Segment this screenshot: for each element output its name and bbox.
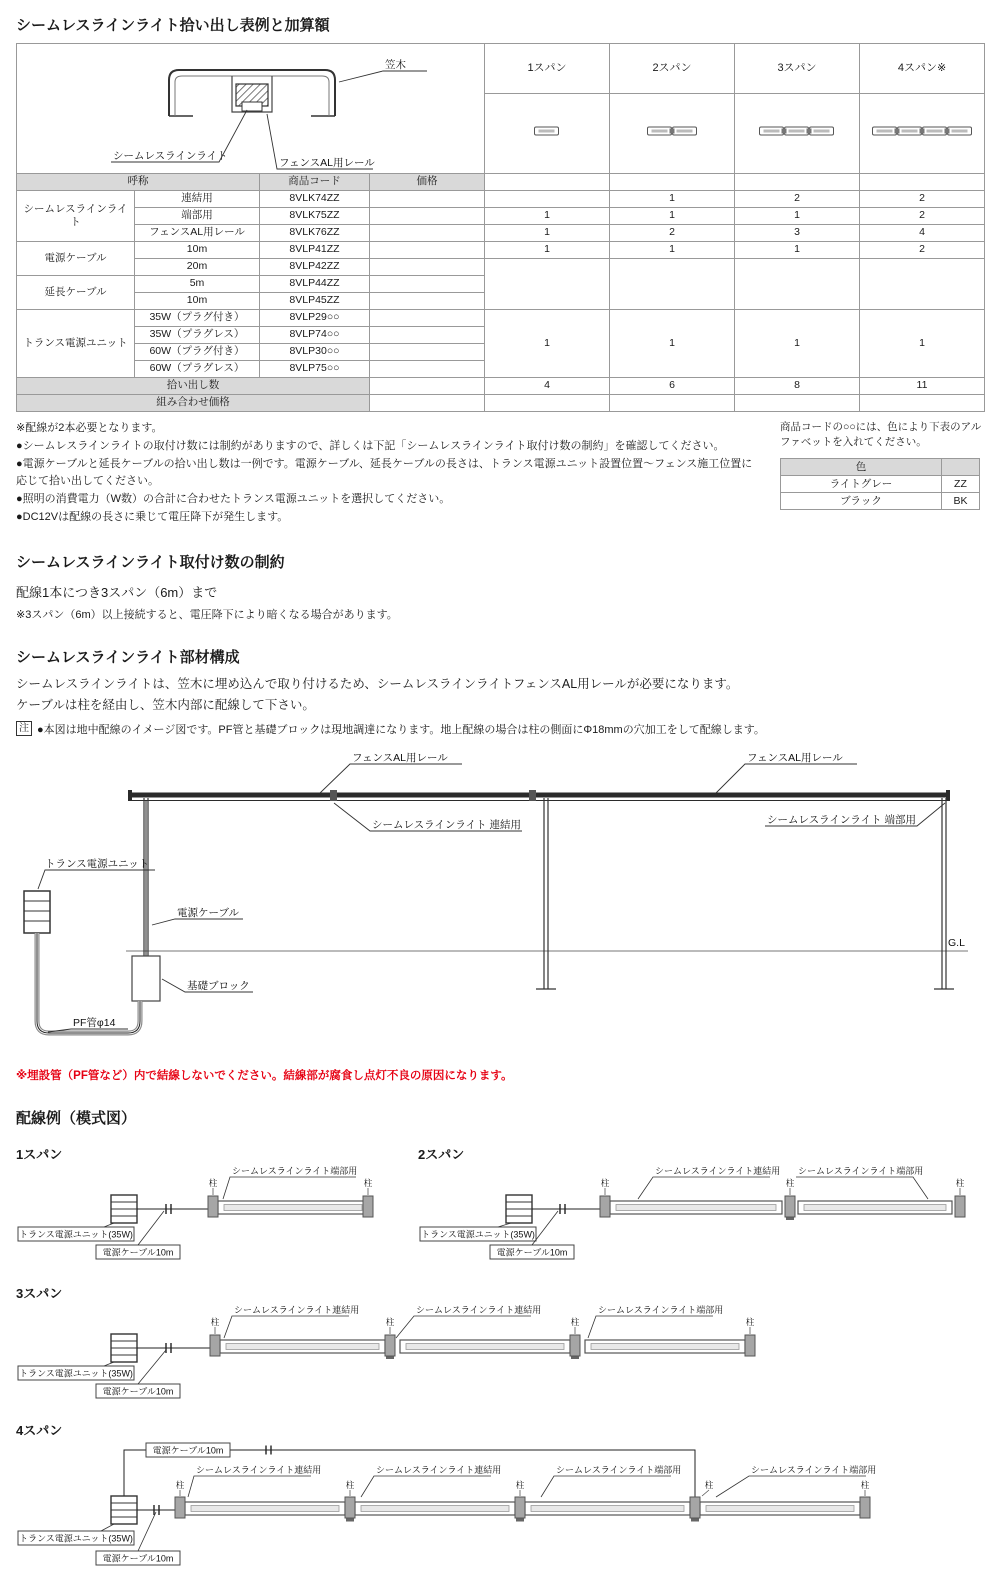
item-code-cell: 8VLP74○○ <box>260 327 370 344</box>
color-table-header: 色 <box>781 459 942 476</box>
table-row <box>17 225 985 242</box>
span-icon-cell-4 <box>860 94 985 174</box>
pickup-value: 4 <box>485 378 610 395</box>
price-cell <box>370 242 485 259</box>
note-item: ●照明の消費電力（W数）の合計に合わせたトランス電源ユニットを選択してください。 <box>16 493 451 506</box>
qty-cell-empty <box>860 259 985 310</box>
light-bar-led <box>361 1505 509 1511</box>
wiring-1span-svg <box>16 1165 414 1261</box>
pf-label: PF管φ14 <box>73 1016 116 1029</box>
item-name-cell: 20m <box>135 259 260 276</box>
light-bar-icon-1span <box>533 125 561 137</box>
category-cell: トランス電源ユニット <box>17 310 135 378</box>
span-header-3: 3スパン <box>735 44 860 94</box>
kasagi-leader <box>339 71 427 82</box>
price-cell <box>370 395 485 412</box>
empty-cell <box>735 395 860 412</box>
fence-posts <box>144 798 954 989</box>
pickup-label: 拾い出し数 <box>17 378 370 395</box>
item-code-cell: 8VLP44ZZ <box>260 276 370 293</box>
pickup-value: 11 <box>860 378 985 395</box>
renketsu-leader <box>396 1316 531 1338</box>
renketsu-leader <box>638 1177 770 1199</box>
wiring-section-title: 配線例（模式図） <box>16 1109 137 1127</box>
color-table <box>780 458 980 510</box>
light-bar-led <box>706 1505 854 1511</box>
qty-cell: 1 <box>610 242 735 259</box>
light-bar-led <box>804 1204 946 1210</box>
color-code-cell: BK <box>941 493 979 510</box>
fence-rail <box>128 790 950 801</box>
notes-list <box>16 420 754 527</box>
post-symbol <box>785 1196 795 1217</box>
cable-leader <box>152 919 243 925</box>
col-header-code: 商品コード <box>260 174 370 191</box>
table-row <box>17 259 985 276</box>
renketsu-leader <box>224 1316 349 1338</box>
renketsu-leader <box>361 1476 491 1497</box>
color-code-area <box>780 420 984 527</box>
post-label: 柱 <box>860 1479 870 1490</box>
post-label: 柱 <box>515 1479 525 1490</box>
parts-line2: ケーブルは柱を経由し、笠木内部に配線して下さい。 <box>16 698 315 713</box>
constraint-section-title: シームレスラインライト取付け数の制約 <box>16 554 285 572</box>
cable-label: 電源ケーブル <box>177 906 240 919</box>
qty-cell: 1 <box>610 310 735 378</box>
kasagi-label: 笠木 <box>385 59 406 71</box>
transformer-symbol <box>111 1496 137 1524</box>
transformer-label: トランス電源ユニット(35W) <box>421 1229 535 1240</box>
price-cell <box>370 310 485 327</box>
col-header-price: 価格 <box>370 174 485 191</box>
light-bar-icon-3span <box>758 125 836 137</box>
qty-cell: 2 <box>860 191 985 208</box>
post-symbol <box>208 1196 218 1217</box>
constraint-line1: 配線1本につき3スパン（6m）まで <box>16 585 218 601</box>
span-header-4: 4スパン※ <box>860 44 985 94</box>
qty-cell <box>485 191 610 208</box>
rail1-leader <box>320 764 462 793</box>
item-name-cell: 35W（プラグ付き） <box>135 310 260 327</box>
item-code-cell: 8VLK76ZZ <box>260 225 370 242</box>
post-label: 柱 <box>745 1316 755 1327</box>
price-cell <box>370 276 485 293</box>
transformer-label-leader <box>104 1223 114 1227</box>
rail1-label: フェンスAL用レール <box>352 751 448 764</box>
transformer-label-leader <box>104 1362 114 1366</box>
cable-label: 電源ケーブル10m <box>102 1386 174 1397</box>
price-cell <box>370 361 485 378</box>
qty-cell: 1 <box>610 191 735 208</box>
qty-cell-empty <box>610 259 735 310</box>
tanbu-leader <box>588 1316 713 1338</box>
price-cell <box>370 378 485 395</box>
post-label: 柱 <box>704 1479 714 1490</box>
price-cell <box>370 344 485 361</box>
note-item: ●シームレスラインライトの取付け数には制約がありますので、詳しくは下記「シームレスラインライト取付け数の制約」を確認してください。 <box>16 440 725 453</box>
renketsu-label: シームレスラインライト連結用 <box>376 1464 502 1475</box>
wiring-row-1 <box>16 1128 984 1261</box>
qty-cell-empty <box>485 259 610 310</box>
post-label: 柱 <box>208 1177 218 1188</box>
light-bar-led <box>531 1505 684 1511</box>
tanbu-label: シームレスラインライト端部用 <box>598 1304 724 1315</box>
item-code-cell: 8VLP42ZZ <box>260 259 370 276</box>
note-item: ※配線が2本必要となります。 <box>16 422 163 434</box>
qty-cell: 1 <box>485 208 610 225</box>
gl-label: G.L <box>948 936 965 949</box>
burial-warning: ※埋設管（PF管など）内で結線しないでください。結線部が腐食し点灯不良の原因になります。 <box>16 1069 513 1082</box>
empty-cell <box>610 174 735 191</box>
item-name-cell: 35W（プラグレス） <box>135 327 260 344</box>
note-tag: 注 <box>16 721 32 737</box>
wiring-2span-svg <box>418 1165 984 1261</box>
color-name-cell: ブラック <box>781 493 942 510</box>
span-4-label: 4スパン <box>16 1422 63 1438</box>
qty-cell: 1 <box>485 310 610 378</box>
item-name-cell: フェンスAL用レール <box>135 225 260 242</box>
renketsu-label: シームレスラインライト 連結用 <box>372 818 521 831</box>
tanbu-label: シームレスラインライト端部用 <box>751 1464 877 1475</box>
tanbu-leader <box>796 1177 928 1199</box>
cable-label-leader <box>138 1350 166 1384</box>
item-name-cell: 連結用 <box>135 191 260 208</box>
rail-block <box>242 102 262 111</box>
color-name-cell: ライトグレー <box>781 476 942 493</box>
empty-cell <box>735 174 860 191</box>
post-symbol <box>570 1335 580 1356</box>
span-header-2: 2スパン <box>610 44 735 94</box>
light-bar-icon-4span <box>871 125 974 137</box>
transformer-symbol <box>111 1195 137 1223</box>
category-cell: 電源ケーブル <box>17 242 135 276</box>
transformer-unit <box>24 891 50 933</box>
item-code-cell: 8VLP30○○ <box>260 344 370 361</box>
transformer-symbol <box>506 1195 532 1223</box>
renketsu-label: シームレスラインライト連結用 <box>234 1304 360 1315</box>
light-bar-led <box>406 1343 564 1349</box>
post-symbol <box>690 1497 700 1518</box>
post-symbol <box>515 1497 525 1518</box>
color-code-cell: ZZ <box>941 476 979 493</box>
parts-diagram <box>16 749 984 1059</box>
block-label: 基礎ブロック <box>187 979 250 992</box>
span-3-label: 3スパン <box>16 1285 63 1301</box>
qty-cell: 3 <box>735 225 860 242</box>
post-symbol <box>345 1497 355 1518</box>
item-code-cell: 8VLP75○○ <box>260 361 370 378</box>
price-cell <box>370 259 485 276</box>
span-header-1: 1スパン <box>485 44 610 94</box>
post-symbol <box>385 1335 395 1356</box>
parts-note: ●本図は地中配線のイメージ図です。PF管と基礎ブロックは現地調達になります。地上配線の場合は柱の側面にΦ18mmの穴加工をして配線します。 <box>37 723 765 736</box>
span-2-label: 2スパン <box>418 1146 465 1162</box>
span-1-label: 1スパン <box>16 1146 63 1162</box>
cable-label-leader <box>138 1211 164 1245</box>
transformer-label: トランス電源ユニット(35W) <box>19 1533 133 1544</box>
qty-cell-empty <box>735 259 860 310</box>
col-header-name: 呼称 <box>17 174 260 191</box>
qty-cell: 1 <box>485 242 610 259</box>
fence-section-diagram <box>17 44 485 174</box>
wiring-diagram-4span <box>16 1420 984 1573</box>
item-code-cell: 8VLP41ZZ <box>260 242 370 259</box>
empty-cell <box>485 174 610 191</box>
price-cell <box>370 293 485 310</box>
table-row <box>17 191 985 208</box>
parts-note-line <box>16 721 984 737</box>
cable-label: 電源ケーブル10m <box>496 1247 568 1258</box>
qty-cell: 4 <box>860 225 985 242</box>
price-cell <box>370 208 485 225</box>
renketsu-label: シームレスラインライト連結用 <box>416 1304 542 1315</box>
qty-cell: 1 <box>735 242 860 259</box>
post-label: 柱 <box>345 1479 355 1490</box>
post-label: 柱 <box>600 1177 610 1188</box>
post-label: 柱 <box>955 1177 965 1188</box>
light-bar-led <box>591 1343 739 1349</box>
empty-cell <box>860 395 985 412</box>
qty-cell: 2 <box>610 225 735 242</box>
transformer-leader <box>38 870 155 889</box>
pickup-table <box>16 43 985 412</box>
transformer-symbol <box>111 1334 137 1362</box>
qty-cell: 1 <box>485 225 610 242</box>
tanbu-label: シームレスラインライト端部用 <box>556 1464 682 1475</box>
table-row <box>781 476 980 493</box>
rail2-leader <box>716 764 857 793</box>
transformer-label: トランス電源ユニット <box>45 857 150 870</box>
combo-price-row <box>17 395 985 412</box>
item-name-cell: 60W（プラグ付き） <box>135 344 260 361</box>
item-code-cell: 8VLP29○○ <box>260 310 370 327</box>
light-bar-icon-2span <box>646 125 699 137</box>
post-symbol <box>600 1196 610 1217</box>
renketsu-label: シームレスラインライト連結用 <box>655 1165 781 1176</box>
transformer-label: トランス電源ユニット(35W) <box>19 1229 133 1240</box>
color-code-note: 商品コードの○○には、色により下表のアルファベットを入れてください。 <box>780 421 982 449</box>
post-symbol <box>745 1335 755 1356</box>
item-code-cell: 8VLK75ZZ <box>260 208 370 225</box>
notes-section <box>16 420 984 527</box>
parts-line1: シームレスラインライトは、笠木に埋め込んで取り付けるため、シームレスラインライトフェンスAL用レールが必要になります。 <box>16 677 739 692</box>
constraint-line2: ※3スパン（6m）以上接続すると、電圧降下により暗くなる場合があります。 <box>16 609 398 622</box>
tanbu-leader <box>541 1476 671 1497</box>
item-name-cell: 10m <box>135 293 260 310</box>
post-symbol <box>363 1196 373 1217</box>
post-label: 柱 <box>175 1479 185 1490</box>
wiring-diagram-3span <box>16 1283 984 1400</box>
coping-cross-section <box>17 44 479 172</box>
span-icon-cell-3 <box>735 94 860 174</box>
item-name-cell: 端部用 <box>135 208 260 225</box>
empty-cell <box>485 395 610 412</box>
renketsu-label: シームレスラインライト連結用 <box>196 1464 322 1475</box>
qty-cell: 1 <box>860 310 985 378</box>
light-bar-led <box>224 1204 362 1210</box>
table-row <box>17 208 985 225</box>
wiring-4span-svg <box>16 1441 984 1573</box>
tanbu-leader <box>716 1476 866 1497</box>
item-code-cell: 8VLP45ZZ <box>260 293 370 310</box>
span-icon-cell-1 <box>485 94 610 174</box>
note-item: ●電源ケーブルと延長ケーブルの拾い出し数は一例です。電源ケーブル、延長ケーブルの長さは、トランス電源ユニット設置位置～フェンス施工位置に応じて拾い出してください。 <box>16 458 753 488</box>
parts-section-title: シームレスラインライト部材構成 <box>16 649 240 667</box>
wiring-diagram-1span <box>16 1128 414 1261</box>
post-symbol <box>860 1497 870 1518</box>
cable-label-leader <box>138 1512 156 1551</box>
light-bar-led <box>191 1505 339 1511</box>
transformer-label-leader <box>101 1524 114 1531</box>
transformer-label: トランス電源ユニット(35W) <box>19 1368 133 1379</box>
category-cell: シームレスラインライト <box>17 191 135 242</box>
qty-cell: 1 <box>735 310 860 378</box>
renketsu-leader <box>188 1476 311 1497</box>
combo-label: 組み合わせ価格 <box>17 395 370 412</box>
post-label: 柱 <box>385 1316 395 1327</box>
wiring-diagram-2span <box>418 1128 984 1261</box>
post-label: 柱 <box>210 1316 220 1327</box>
item-code-cell: 8VLK74ZZ <box>260 191 370 208</box>
light-bar-led <box>226 1343 379 1349</box>
table-row <box>781 493 980 510</box>
item-name-cell: 60W（プラグレス） <box>135 361 260 378</box>
tanbu-leader <box>223 1177 356 1199</box>
post-symbol <box>210 1335 220 1356</box>
wiring-3span-svg <box>16 1304 790 1400</box>
pickup-value: 6 <box>610 378 735 395</box>
qty-cell: 2 <box>860 208 985 225</box>
post-label: 柱 <box>363 1177 373 1188</box>
rail-label: フェンスAL用レール <box>279 157 375 169</box>
pickup-value: 8 <box>735 378 860 395</box>
color-table-header-empty <box>941 459 979 476</box>
tanbu-label: シームレスラインライト端部用 <box>798 1165 924 1176</box>
qty-cell: 2 <box>735 191 860 208</box>
post-label: 柱 <box>570 1316 580 1327</box>
empty-cell <box>860 174 985 191</box>
post-label: 柱 <box>785 1177 795 1188</box>
cable-label: 電源ケーブル10m <box>102 1247 174 1258</box>
note-item: ●DC12Vは配線の長さに乗じて電圧降下が発生します。 <box>16 511 289 524</box>
qty-cell: 2 <box>860 242 985 259</box>
tanbu-label: シームレスラインライト端部用 <box>232 1165 358 1176</box>
cable-label: 電源ケーブル10m <box>152 1445 224 1456</box>
empty-cell <box>610 395 735 412</box>
transformer-label-leader <box>498 1223 511 1227</box>
foundation-block <box>132 956 160 1001</box>
cable-label: 電源ケーブル10m <box>102 1553 174 1564</box>
price-cell <box>370 225 485 242</box>
rail2-label: フェンスAL用レール <box>747 751 843 764</box>
page-title: シームレスラインライト拾い出し表例と加算額 <box>16 17 330 34</box>
item-name-cell: 10m <box>135 242 260 259</box>
post-symbol <box>175 1497 185 1518</box>
seamless-light-label: シームレスラインライト <box>113 150 228 162</box>
post-symbol <box>955 1196 965 1217</box>
table-row <box>17 310 985 327</box>
qty-cell: 1 <box>735 208 860 225</box>
item-name-cell: 5m <box>135 276 260 293</box>
price-cell <box>370 327 485 344</box>
table-row <box>17 242 985 259</box>
price-cell <box>370 191 485 208</box>
post-leader <box>702 1490 709 1496</box>
light-bar-led <box>616 1204 776 1210</box>
tanbu-label: シームレスラインライト 端部用 <box>767 813 916 826</box>
pickup-count-row <box>17 378 985 395</box>
category-cell: 延長ケーブル <box>17 276 135 310</box>
span-icon-cell-2 <box>610 94 735 174</box>
qty-cell: 1 <box>610 208 735 225</box>
